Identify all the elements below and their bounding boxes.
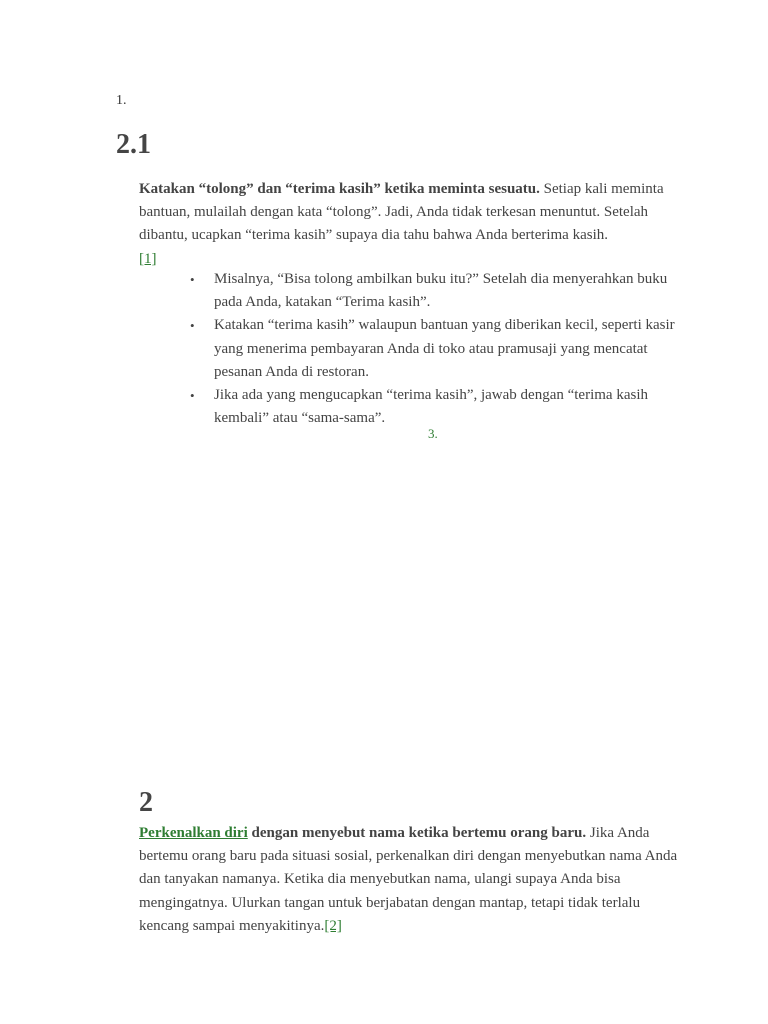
tips-bullet-list	[189, 268, 684, 430]
list-marker: 1.	[116, 93, 127, 108]
bullet-item	[189, 268, 684, 314]
bullet-dot-icon: •	[190, 388, 195, 404]
step-number-marker: 3.	[428, 426, 438, 441]
section-heading-2: 2	[139, 787, 153, 818]
step-lead-bold: dengan menyebut nama ketika bertemu orang baru.	[247, 825, 587, 841]
reference-link-1[interactable]: [1]	[139, 250, 157, 267]
reference-link-2[interactable]: [2]	[324, 917, 342, 934]
bullet-dot-icon: •	[190, 318, 195, 334]
bullet-item	[189, 384, 684, 430]
step-body-text: Jika Anda bertemu orang baru pada situasi sosial, perkenalkan diri dengan menyebutkan nama Anda dan tanyakan namanya. Ketika dia menyebutkan nama, ulangi supaya Anda bisa mengingatnya. Ulurkan tangan untuk berjabatan dengan mantap, tetapi tidak terlalu kencang sampai menyakitinya.	[139, 825, 678, 934]
bullet-item	[189, 314, 684, 384]
bullet-text: Katakan “terima kasih” walaupun bantuan yang diberikan kecil, seperti kasir yang menerima pembayaran Anda di toko atau pramusaji yang mencatat pesanan Anda di restoran.	[214, 317, 675, 380]
section-heading-2-1: 2.1	[116, 129, 151, 160]
step-body-text: Setiap kali meminta bantuan, mulailah dengan kata “tolong”. Jadi, Anda tidak terkesan menuntut. Setelah dibantu, ucapkan “terima kasih” supaya dia tahu bahwa Anda berterima kasih.	[139, 181, 664, 244]
step-paragraph-1	[139, 178, 684, 271]
bullet-dot-icon: •	[190, 272, 195, 287]
step-lead-bold: Katakan “tolong” dan “terima kasih” ketika meminta sesuatu.	[139, 181, 540, 197]
step-paragraph-2	[139, 822, 684, 938]
bullet-text: Jika ada yang mengucapkan “terima kasih”, jawab dengan “terima kasih kembali” atau “sama-sama”.	[214, 387, 648, 427]
introduce-yourself-link[interactable]: Perkenalkan diri	[139, 825, 248, 841]
bullet-text: Misalnya, “Bisa tolong ambilkan buku itu?” Setelah dia menyerahkan buku pada Anda, katakan “Terima kasih”.	[214, 271, 668, 311]
